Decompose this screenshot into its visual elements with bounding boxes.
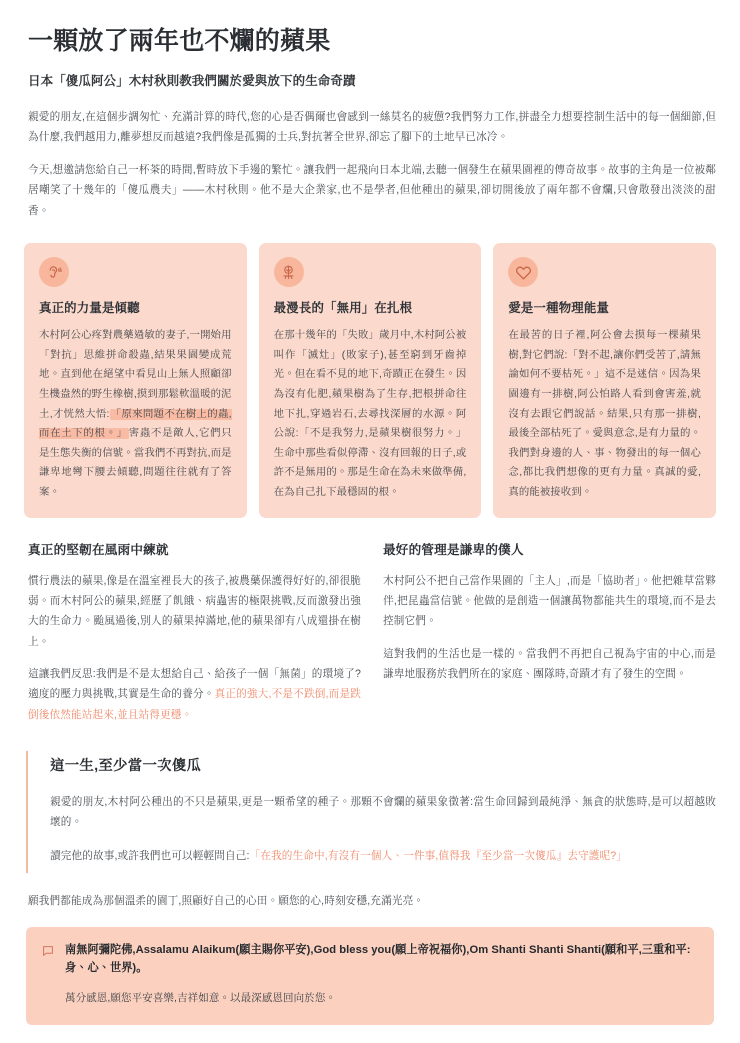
heart-icon: [508, 257, 538, 287]
section-paragraph-accent: 真正的強大,不是不跌倒,而是跌倒後依然能站起來,並且站得更穩。: [28, 688, 361, 721]
page-subtitle: 日本「傻瓜阿公」木村秋則教我們關於愛與放下的生命奇蹟: [28, 73, 356, 88]
intro-paragraph-1: 親愛的朋友,在這個步調匆忙、充滿計算的時代,您的心是否偶爾也會感到一絲莫名的疲憊?我們努力工作,拼盡全力想要控制生活中的每一個細節,但為什麼,我們越用力,離夢想反而越遠?我們像是孤獨的士兵,對抗著全世界,卻忘了腳下的土地早已冰冷。: [28, 110, 716, 143]
insight-card-title: 愛是一種物理能量: [508, 301, 610, 316]
blessing-line-1: 南無阿彌陀佛,Assalamu Alaikum(願主賜你平安),God bless you(願上帝祝福你),Om Shanti Shanti Shanti(願和平,三重和平:身、心、世界)。: [65, 943, 691, 974]
section-paragraph-2: [383, 644, 716, 685]
callout-paragraph-plain: 讀完他的故事,或許我們也可以輕輕問自己:: [50, 850, 250, 863]
section-paragraph-1: 慣行農法的蘋果,像是在溫室裡長大的孩子,被農藥保護得好好的,卻很脆弱。而木村阿公的蘋果,經歷了飢餓、病蟲害的極限挑戰,反而激發出強大的生命力。颱風過後,別人的蘋果掉滿地,他的蘋果卻有八成還掛在樹上。: [28, 574, 361, 648]
section-paragraph-plain: 這讓我們反思:我們是不是太想給自己、給孩子一個「無菌」的環境了?適度的壓力與挑戰,其實是生命的養分。: [28, 668, 361, 701]
callout-paragraph-accent: 「在我的生命中,有沒有一個人、一件事,值得我『至少當一次傻瓜』去守護呢?」: [249, 850, 628, 863]
insight-card-title: 真正的力量是傾聽: [39, 301, 140, 316]
callout-paragraph-2: [50, 846, 716, 866]
intro-section: [24, 107, 716, 222]
closing-paragraph: 願我們都能成為那個溫柔的園丁,照顧好自己的心田。願您的心,時刻安穩,充滿光亮。: [28, 894, 425, 907]
section-title: 最好的管理是謙卑的僕人: [383, 543, 524, 558]
insight-card-title: 最漫長的「無用」在扎根: [273, 301, 413, 316]
section-title: 真正的堅韌在風雨中練就: [28, 543, 169, 558]
tree-icon: [274, 257, 304, 287]
callout-paragraph-1: 親愛的朋友,木村阿公種出的不只是蘋果,更是一顆希望的種子。那顆不會爛的蘋果象徵著:當生命回歸到最純淨、無貪的狀態時,是可以超越敗壞的。: [50, 795, 716, 829]
insight-card-row: [24, 243, 716, 518]
section-servant-leadership: [379, 542, 716, 725]
callout-title: 這一生,至少當一次傻瓜: [50, 757, 202, 774]
card-text-lead: 在那十幾年的「失敗」歲月中,木村阿公被叫作「滅灶」(敗家子),甚至窮到牙齒掉光。但在看不見的地下,奇蹟正在發生。因為沒有化肥,蘋果樹為了生存,把根拼命往地下扎,穿過岩石,去尋找深層的水源。阿公說:「不是我努力,是蘋果樹很努力。」生命中那些看似停滯、沒有回報的日子,或許不是無用的。那是生命在為未來做準備,在為自己扎下最穩固的根。: [273, 330, 467, 498]
section-paragraph-plain: 這對我們的生活也是一樣的。當我們不再把自己視為宇宙的中心,而是謙卑地服務於我們所在的家庭、團隊時,奇蹟才有了發生的空間。: [383, 647, 716, 680]
section-paragraph-1: 木村阿公不把自己當作果園的「主人」,而是「協助者」。他把雜草當夥伴,把昆蟲當信號。他做的是創造一個讓萬物都能共生的環境,而不是去控制它們。: [383, 574, 716, 628]
ear-listening-icon: [39, 257, 69, 287]
page-title: 一顆放了兩年也不爛的蘋果: [28, 27, 331, 55]
callout-block: [26, 751, 716, 873]
card-text-tail: 害蟲不是敵人,它們只是生態失衡的信號。當我們不再對抗,而是謙卑地彎下腰去傾聽,問題往往就有了答案。: [39, 428, 232, 498]
insight-card-listening: [24, 243, 247, 518]
blessing-box: [26, 927, 714, 1025]
insight-card-text: [39, 326, 232, 502]
two-column-section: [24, 542, 716, 725]
card-text-lead: 在最苦的日子裡,阿公會去摸每一棵蘋果樹,對它們說:「對不起,讓你們受苦了,請無論如何不要枯死。」這不是迷信。因為果園邊有一排樹,阿公怕路人看到會害羞,就沒有去跟它們說話。結果,只有那一排樹,最後全部枯死了。愛與意念,是有力量的。我們對身邊的人、事、物發出的每一個心念,都比我們想像的更有力量。真誠的愛,真的能被接收到。: [508, 330, 702, 498]
blessing-content: [65, 942, 696, 1008]
insight-card-roots: [259, 243, 482, 518]
blessing-line-2: 萬分感恩,願您平安喜樂,吉祥如意。以最深感恩回向於您。: [65, 991, 337, 1004]
card-text-lead: 木村阿公心疼對農藥過敏的妻子,一開始用「對抗」思維拼命殺蟲,結果果園變成荒地。直到他在絕望中看見山上無人照顧卻生機盎然的野生橡樹,摸到那鬆軟溫暖的泥土,才恍然大悟:: [39, 330, 232, 420]
insight-card-text: [508, 326, 701, 502]
speech-bubble-icon: [42, 944, 54, 962]
card-text-highlight: 「原來問題不在樹上的蟲,而在土下的根。」: [39, 408, 232, 440]
intro-paragraph-2: 今天,想邀請您給自己一杯茶的時間,暫時放下手邊的繁忙。讓我們一起飛向日本北端,去聽一個發生在蘋果園裡的傳奇故事。故事的主角是一位被鄰居嘲笑了十幾年的「傻瓜農夫」——木村秋則。他不是大企業家,也不是學者,但他種出的蘋果,卻切開後放了兩年都不會爛,只會散發出淡淡的甜香。: [28, 164, 716, 217]
section-resilience: [24, 542, 361, 725]
insight-card-love: [493, 243, 716, 518]
insight-card-text: [274, 326, 467, 502]
section-paragraph-2: [28, 664, 361, 725]
